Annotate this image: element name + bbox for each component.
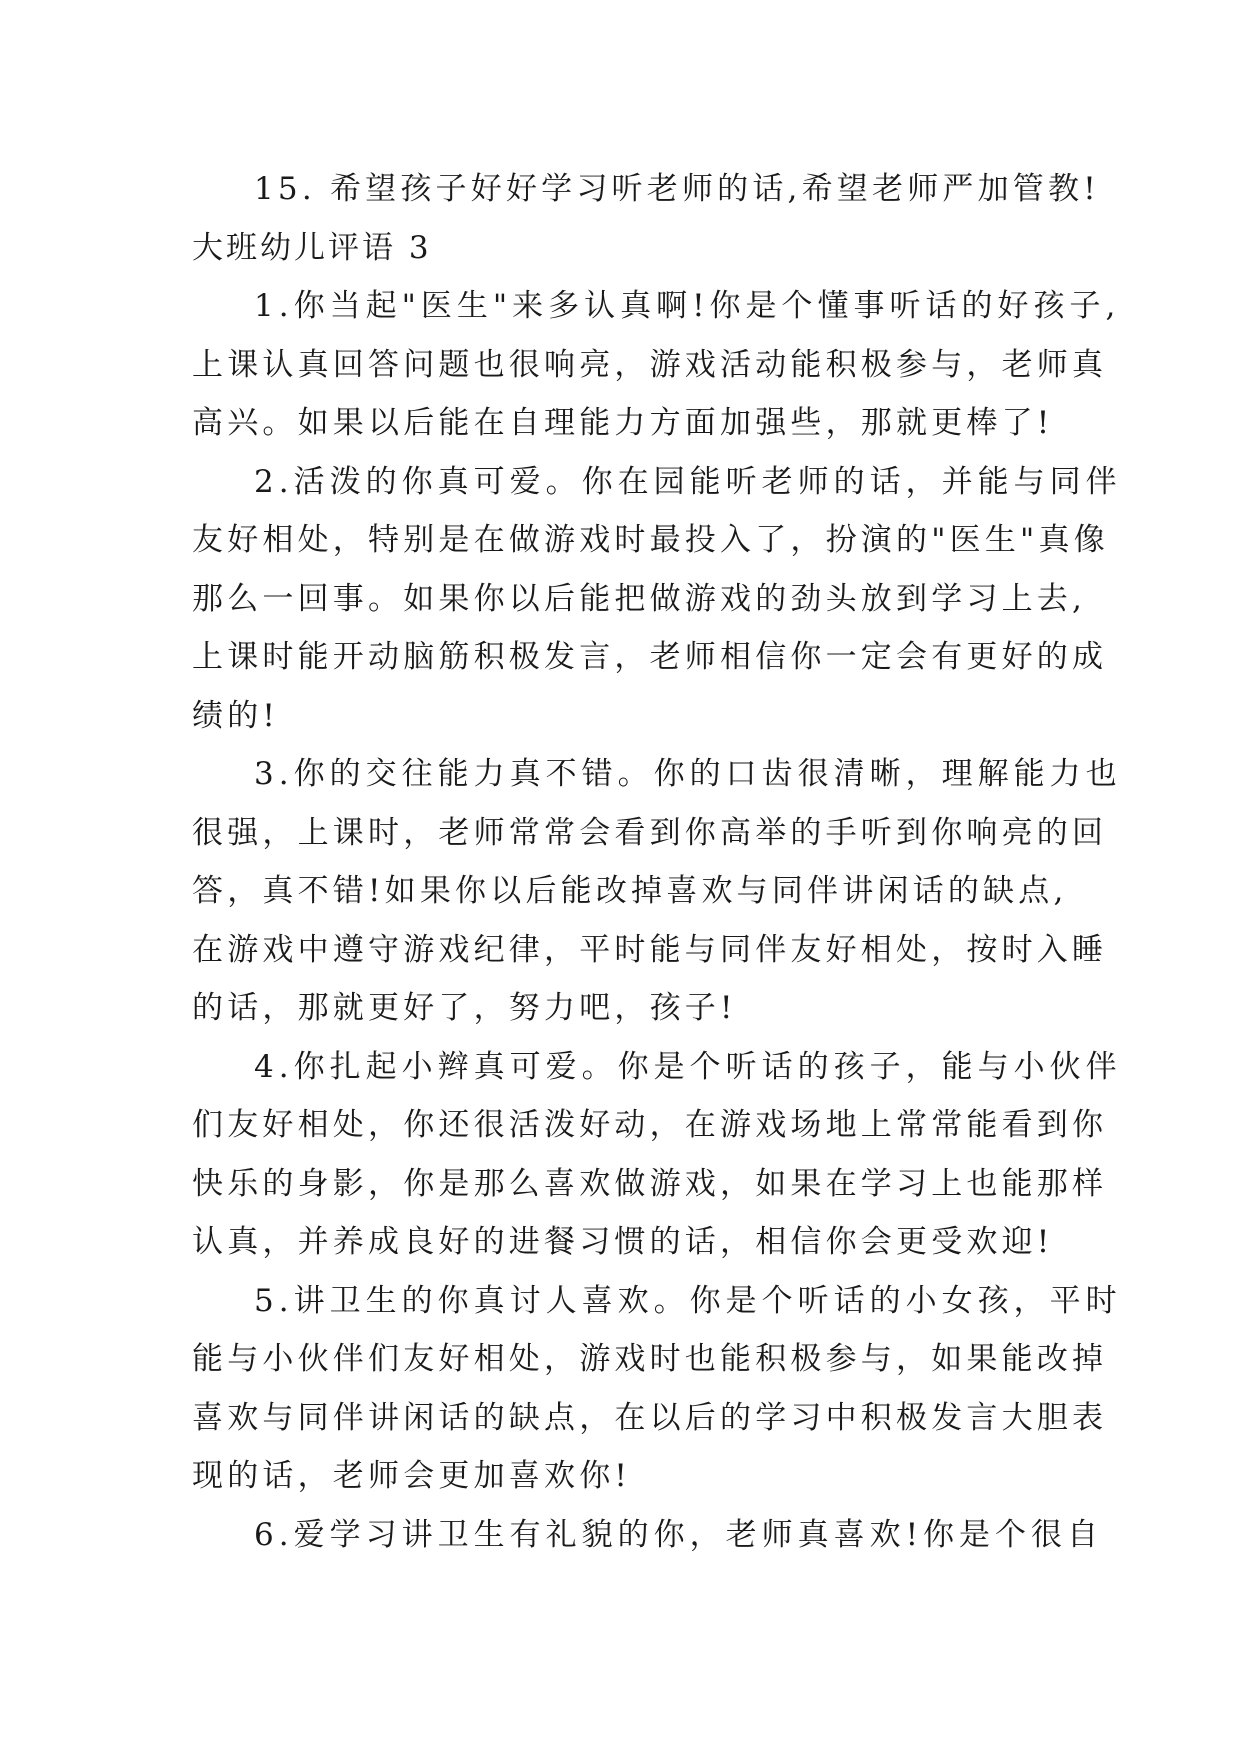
paragraph-line: 上课认真回答问题也很响亮，游戏活动能积极参与，老师真	[192, 346, 1108, 383]
paragraph-line: 6.爱学习讲卫生有礼貌的你，老师真喜欢!你是个很自	[254, 1516, 1104, 1553]
document-page	[192, 160, 1122, 1564]
paragraph-line: 认真，并养成良好的进餐习惯的话，相信你会更受欢迎!	[192, 1224, 1054, 1260]
paragraph-line: 1.你当起"医生"来多认真啊!你是个懂事听话的好孩子,	[254, 288, 1121, 324]
paragraph-line: 的话，那就更好了，努力吧，孩子!	[192, 990, 737, 1026]
paragraph-line: 现的话，老师会更加喜欢你!	[192, 1458, 632, 1494]
paragraph-line: 答，真不错!如果你以后能改掉喜欢与同伴讲闲话的缺点,	[192, 873, 1068, 909]
paragraph-5	[192, 1272, 1122, 1506]
paragraph-line: 能与小伙伴们友好相处，游戏时也能积极参与，如果能改掉	[192, 1341, 1108, 1377]
paragraph-line: 5.讲卫生的你真讨人喜欢。你是个听话的小女孩，平时	[254, 1282, 1122, 1319]
paragraph-line: 4.你扎起小辫真可爱。你是个听话的孩子，能与小伙伴	[254, 1048, 1122, 1085]
paragraph-line: 很强，上课时，老师常常会看到你高举的手听到你响亮的回	[192, 814, 1108, 851]
paragraph-6	[192, 1506, 1104, 1565]
paragraph-line: 友好相处，特别是在做游戏时最投入了，扮演的"医生"真像	[192, 522, 1109, 558]
paragraph-line: 快乐的身影，你是那么喜欢做游戏，如果在学习上也能那样	[192, 1165, 1108, 1202]
paragraph-line: 高兴。如果以后能在自理能力方面加强些，那就更棒了!	[192, 405, 1054, 441]
paragraph-line: 喜欢与同伴讲闲话的缺点，在以后的学习中积极发言大胆表	[192, 1399, 1108, 1436]
paragraph-line: 绩的!	[192, 697, 280, 734]
paragraph-3	[192, 745, 1122, 1038]
paragraph-line: 在游戏中遵守游戏纪律，平时能与同伴友好相处，按时入睡	[192, 931, 1108, 968]
paragraph-line: 们友好相处，你还很活泼好动，在游戏场地上常常能看到你	[192, 1107, 1108, 1143]
section-heading: 大班幼儿评语 3	[192, 229, 432, 266]
paragraph-1	[192, 277, 1121, 453]
paragraph-4	[192, 1038, 1122, 1272]
paragraph-2	[192, 453, 1122, 746]
item-15-line: 15. 希望孩子好好学习听老师的话,希望老师严加管教!	[254, 171, 1100, 207]
paragraph-line: 上课时能开动脑筋积极发言，老师相信你一定会有更好的成	[192, 639, 1108, 675]
paragraph-line: 3.你的交往能力真不错。你的口齿很清晰，理解能力也	[254, 756, 1122, 792]
paragraph-line: 那么一回事。如果你以后能把做游戏的劲头放到学习上去,	[192, 580, 1087, 617]
paragraph-line: 2.活泼的你真可爱。你在园能听老师的话，并能与同伴	[254, 463, 1122, 500]
